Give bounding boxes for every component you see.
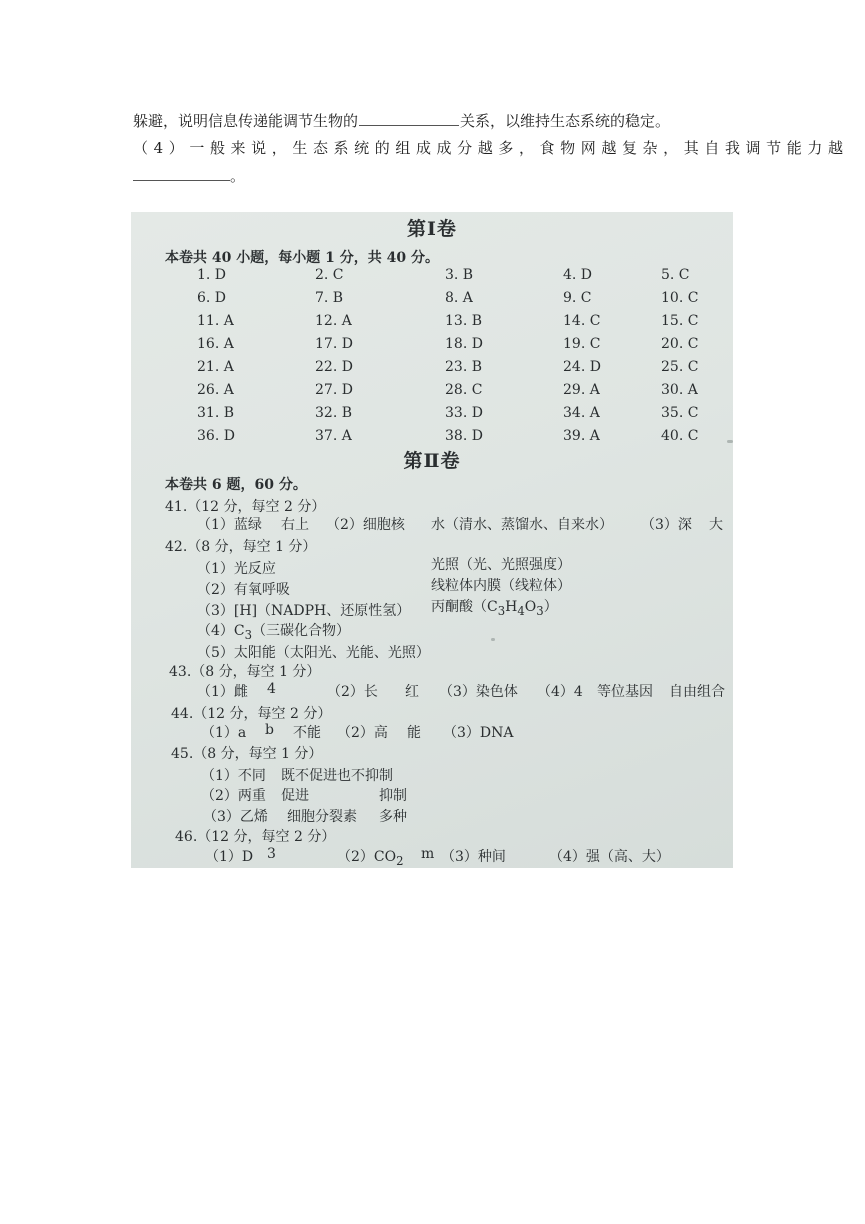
mc-answer: 8. A [445,290,473,306]
mc-answer: 36. D [197,428,235,444]
mc-answer: 33. D [445,405,483,421]
mc-answer: 31. B [197,405,235,421]
mc-answer: 40. C [661,428,699,444]
q46-a: （1）D [205,849,254,865]
mc-answer: 5. C [661,267,690,283]
part2-title: 第Ⅱ卷 [403,450,461,472]
part1-title: 第Ⅰ卷 [407,218,457,240]
mc-answer: 24. D [563,359,601,375]
mc-answer: 1. D [197,267,227,283]
q43-h: 自由组合 [669,684,725,700]
mc-answer: 34. A [563,405,600,421]
answer-key-photo [131,212,733,868]
paper-speck [491,638,495,641]
mc-answer: 25. C [661,359,699,375]
question-text-line-2 [133,137,849,159]
q42-5: （5）太阳能（太阳光、光能、光照） [197,645,430,661]
q42-3b-pre: 丙酮酸（C [431,599,498,615]
q41-header: 41.（12 分，每空 2 分） [165,499,326,515]
q42-3b-post: ） [543,599,558,615]
mc-answer: 12. A [315,313,352,329]
q41-c: （2）细胞核 [326,517,405,533]
mc-answer: 27. D [315,382,353,398]
q42-4 [197,620,350,642]
mc-answer: 19. C [563,336,601,352]
mc-answer: 23. B [445,359,483,375]
q46-c-pre: （2）CO [337,849,397,865]
question-text-line-3 [133,165,733,187]
mc-answer: 29. A [563,382,600,398]
mc-answer: 28. C [445,382,483,398]
line2-text: （4）一般来说，生态系统的组成成分越多，食物网越复杂，其自我调节能力越 [133,139,849,157]
q42-3b [431,596,558,618]
part2-intro: 本卷共 6 题，60 分。 [165,477,307,493]
mc-answer: 6. D [197,290,227,306]
mc-answer: 21. A [197,359,234,375]
mc-answer: 14. C [563,313,601,329]
q41-b: 右上 [281,517,309,533]
mc-answer: 38. D [445,428,483,444]
q42-1b: 光照（光、光照强度） [431,557,571,573]
mc-answer: 11. A [197,313,234,329]
q42-3b-sub1: 3 [497,603,506,618]
part1-intro: 本卷共 40 小题，每小题 1 分，共 40 分。 [165,250,439,266]
q42-3b-sub2: 4 [517,603,525,618]
q46-header: 46.（12 分，每空 2 分） [175,829,336,845]
q42-3a: （3）[H]（NADPH、还原性氢） [197,603,411,619]
q42-4-sub: 3 [244,627,253,642]
line3-after: 。 [230,167,246,185]
q45-header: 45.（8 分，每空 1 分） [171,746,323,762]
q45-2b: 促进 [281,788,309,804]
mc-answer: 35. C [661,405,699,421]
q44-b: b [265,722,274,738]
question-text-line-1 [133,110,733,132]
mc-answer: 13. B [445,313,483,329]
q43-header: 43.（8 分，每空 1 分） [169,664,321,680]
q46-f: （4）强（高、大） [549,849,670,865]
q43-a: （1）雌 [197,684,248,700]
q45-1b: 既不促进也不抑制 [281,768,393,784]
q44-header: 44.（12 分，每空 2 分） [171,706,332,722]
mc-answer: 16. A [197,336,234,352]
q41-e: （3）深 [641,517,692,533]
q45-3b: 细胞分裂素 [287,809,357,825]
mc-answer: 26. A [197,382,234,398]
q42-3b-mid1: H [505,599,518,615]
answer-blank-1 [359,111,459,126]
q44-e: 能 [407,725,421,741]
q43-g: 等位基因 [597,684,653,700]
mc-answer: 2. C [315,267,344,283]
q45-1a: （1）不同 [201,768,266,784]
q46-c-sub: 2 [396,853,404,868]
q44-a: （1）a [201,725,247,741]
q42-header: 42.（8 分，每空 1 分） [165,539,317,555]
mc-answer: 18. D [445,336,483,352]
mc-answer: 20. C [661,336,699,352]
q41-d: 水（清水、蒸馏水、自来水） [431,517,613,533]
mc-answer: 4. D [563,267,593,283]
q45-2c: 抑制 [379,788,407,804]
q46-c [337,846,404,868]
mc-answer: 7. B [315,290,344,306]
q44-f: （3）DNA [443,725,514,741]
mc-answer: 3. B [445,267,474,283]
q46-b: 3 [267,846,276,862]
line1-before: 躲避，说明信息传递能调节生物的 [133,112,359,130]
paper-speck [727,440,733,443]
line1-after: 关系，以维持生态系统的稳定。 [460,112,671,130]
q45-2a: （2）两重 [201,788,266,804]
q42-4-post: （三碳化合物） [252,623,351,639]
mc-answer: 10. C [661,290,699,306]
q43-e: （3）染色体 [439,684,518,700]
mc-answer: 15. C [661,313,699,329]
mc-answer: 17. D [315,336,353,352]
mc-answer: 22. D [315,359,353,375]
mc-answer: 30. A [661,382,698,398]
q45-3c: 多种 [379,809,407,825]
q43-c: （2）长 [327,684,378,700]
q46-e: （3）种间 [441,849,506,865]
q44-d: （2）高 [337,725,388,741]
mc-answer: 32. B [315,405,353,421]
q42-3b-mid2: O [524,599,537,615]
q42-2b: 线粒体内膜（线粒体） [431,578,571,594]
q45-3a: （3）乙烯 [203,809,268,825]
answer-blank-2 [133,166,230,181]
q42-3b-sub3: 3 [536,603,544,618]
mc-answer: 39. A [563,428,600,444]
q41-a: （1）蓝绿 [197,517,262,533]
mc-answer: 37. A [315,428,352,444]
q42-4-pre: （4）C [197,623,245,639]
q44-c: 不能 [293,725,321,741]
q43-f: （4）4 [537,684,583,700]
q42-1a: （1）光反应 [197,561,276,577]
mc-answer: 9. C [563,290,592,306]
q41-f: 大 [709,517,723,533]
q46-d: m [421,846,435,862]
q43-b: 4 [267,681,276,697]
q42-2a: （2）有氧呼吸 [197,582,290,598]
q43-d: 红 [405,684,419,700]
